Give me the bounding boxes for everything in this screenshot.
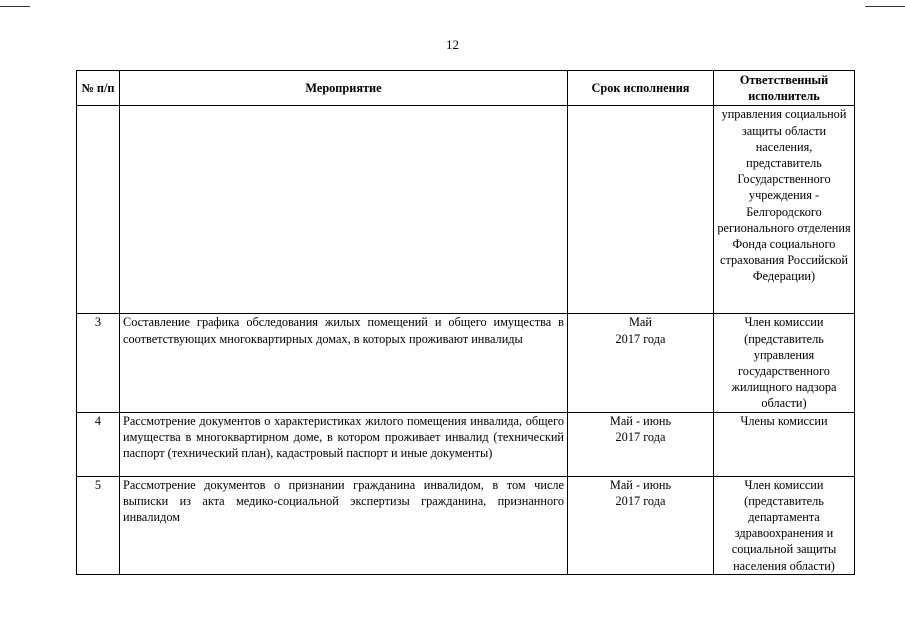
- table-header-row: [77, 71, 855, 106]
- term-period: Май - июнь: [609, 413, 672, 428]
- cell-responsible: Член комиссии (представитель управления государственного жилищного надзора области): [714, 314, 855, 412]
- scan-edge-mark: [865, 6, 905, 7]
- table-row: [77, 314, 855, 412]
- cell-term: [568, 476, 714, 574]
- activities-table: [76, 70, 855, 575]
- table-row: [77, 412, 855, 476]
- cell-term: [568, 106, 714, 314]
- cell-responsible: управления социальной защиты области населения, представитель Государственного учреждения - Белгородского регионального отделения Фонда социального страхования Российской Федерации): [714, 106, 855, 314]
- page-number: 12: [446, 37, 459, 52]
- table-row: [77, 476, 855, 574]
- cell-responsible: Члены комиссии: [714, 412, 855, 476]
- cell-event: Рассмотрение документов о признании гражданина инвалидом, в том числе выписки из акта медико-социальной экспертизы гражданина, признанного инвалидом: [120, 476, 568, 574]
- term-period: Май - июнь: [609, 477, 672, 492]
- scan-edge-mark: [0, 6, 30, 7]
- table-row: [77, 106, 855, 314]
- cell-event: Составление графика обследования жилых помещений и общего имущества в соответствующих многоквартирных домах, в которых проживают инвалиды: [120, 314, 568, 412]
- header-event: Мероприятие: [120, 71, 568, 106]
- cell-event: [120, 106, 568, 314]
- header-num: № п/п: [77, 71, 120, 106]
- cell-num: 5: [77, 476, 120, 574]
- term-year: 2017 года: [615, 429, 666, 444]
- term-year: 2017 года: [615, 331, 666, 346]
- term-year: 2017 года: [615, 493, 666, 508]
- cell-event: Рассмотрение документов о характеристиках жилого помещения инвалида, общего имущества в многоквартирном доме, в котором проживает инвалид (технический паспорт (технический план), кадастровый паспорт и иные документы): [120, 412, 568, 476]
- header-responsible: Ответственный исполнитель: [714, 71, 855, 106]
- cell-term: [568, 412, 714, 476]
- cell-num: 4: [77, 412, 120, 476]
- cell-num: [77, 106, 120, 314]
- header-term: Срок исполнения: [568, 71, 714, 106]
- cell-num: 3: [77, 314, 120, 412]
- cell-responsible: Член комиссии (представитель департамента здравоохранения и социальной защиты населения области): [714, 476, 855, 574]
- term-period: Май: [629, 315, 652, 330]
- cell-term: [568, 314, 714, 412]
